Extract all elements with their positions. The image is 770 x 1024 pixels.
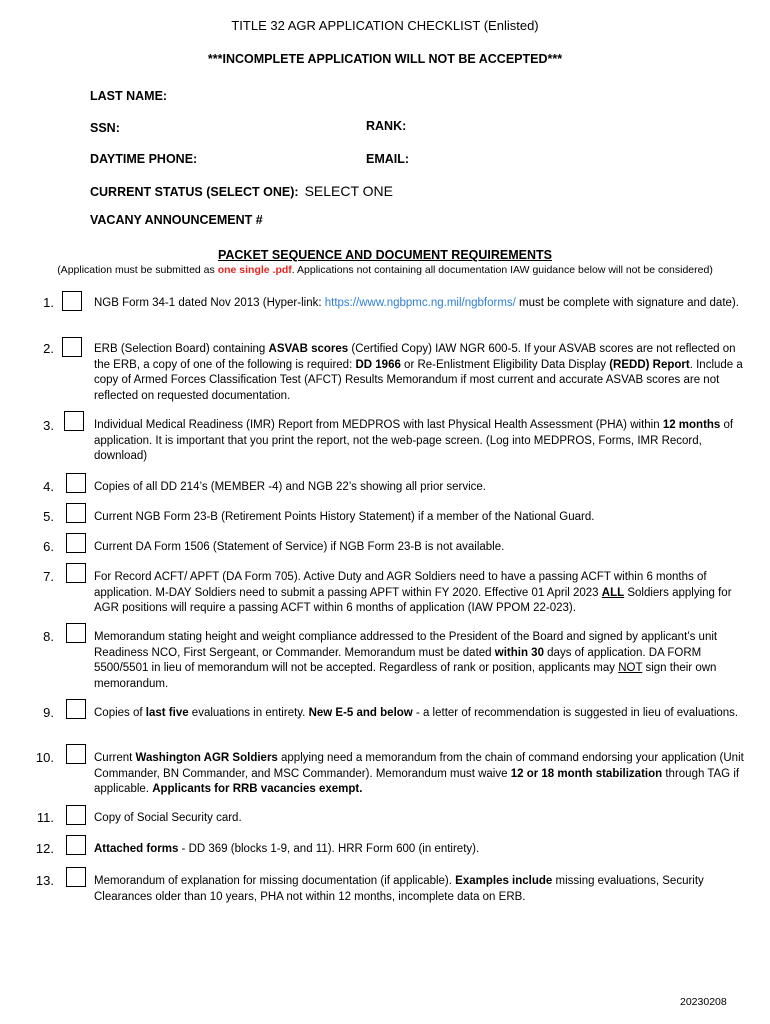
- status-select[interactable]: SELECT ONE: [304, 183, 393, 199]
- item-11-text: Copy of Social Security card.: [94, 812, 242, 824]
- phone-label: DAYTIME PHONE:: [90, 152, 198, 166]
- item-7-text: For Record ACFT/ APFT (DA Form 705). Active Duty and AGR Soldiers need to have a passing ACFT within 6 months of application. M-DAY Soldiers need to submit a passing APFT within FY 2020. Effective 01 April 2023 ALL Soldiers applying for AGR positions will require a passing ACFT within 6 months of application (IAW PPOM 22-023).: [94, 571, 732, 614]
- item-11-checkbox[interactable]: [66, 805, 86, 825]
- ngb-forms-link[interactable]: https://www.ngbpmc.ng.mil/ngbforms/: [324, 297, 516, 309]
- item-8-text: Memorandum stating height and weight compliance addressed to the President of the Board and signed by applicant’s unit Readiness NCO, First Sergeant, or Commander. Memorandum must be dated within 30 days of application. DA FORM 5500/5501 in lieu of memorandum will not be accepted. Regardless of rank or position, applicants may NOT sign their own memorandum.: [94, 631, 718, 690]
- item-12-checkbox[interactable]: [66, 835, 86, 855]
- current-status-label: CURRENT STATUS (SELECT ONE):: [90, 185, 299, 199]
- item-10-text: Current Washington AGR Soldiers applying need a memorandum from the chain of command endorsing your application (Unit Commander, BN Commander, and MSC Commander). Memorandum must waive 12 or 18 month stabilization through TAG if applicable. Applicants for RRB vacancies exempt.: [94, 752, 744, 795]
- item-number: 3.: [43, 418, 54, 433]
- item-number: 10.: [35, 750, 54, 765]
- email-label: EMAIL:: [366, 152, 410, 166]
- item-1-text: NGB Form 34-1 dated Nov 2013 (Hyper-link: https://www.ngbpmc.ng.mil/ngbforms/ must be complete with signature and date).: [94, 297, 739, 309]
- item-7-checkbox[interactable]: [66, 563, 86, 583]
- item-8-checkbox[interactable]: [66, 623, 86, 643]
- item-9-checkbox[interactable]: [66, 699, 86, 719]
- item-number: 7.: [43, 569, 54, 584]
- item-5-checkbox[interactable]: [66, 503, 86, 523]
- item-3-checkbox[interactable]: [64, 411, 84, 431]
- item-number: 5.: [43, 509, 54, 524]
- incomplete-warning: ***INCOMPLETE APPLICATION WILL NOT BE ACCEPTED***: [207, 52, 563, 66]
- item-13-checkbox[interactable]: [66, 867, 86, 887]
- item-13-text: Memorandum of explanation for missing documentation (if applicable). Examples include missing evaluations, Security Clearances older than 10 years, PHA not within 12 months, incomplete data on ERB.: [94, 875, 704, 903]
- item-number: 9.: [43, 705, 54, 720]
- item-4-checkbox[interactable]: [66, 473, 86, 493]
- ssn-label: SSN:: [90, 121, 120, 135]
- item-number: 11.: [36, 810, 54, 825]
- item-4-text: Copies of all DD 214’s (MEMBER -4) and NGB 22’s showing all prior service.: [94, 481, 487, 493]
- item-12-text: Attached forms - DD 369 (blocks 1-9, and 11). HRR Form 600 (in entirety).: [94, 843, 480, 855]
- item-6-checkbox[interactable]: [66, 533, 86, 553]
- item-5-text: Current NGB Form 23-B (Retirement Points History Statement) if a member of the National Guard.: [94, 511, 595, 523]
- item-9-text: Copies of last five evaluations in entirety. New E-5 and below - a letter of recommendation is suggested in lieu of evaluations.: [94, 707, 739, 719]
- last-name-label: LAST NAME:: [90, 89, 168, 103]
- item-2-checkbox[interactable]: [62, 337, 82, 357]
- item-number: 13.: [35, 873, 54, 888]
- document-date-code: 20230208: [680, 996, 727, 1008]
- note-pre: (Application must be submitted as: [57, 264, 218, 276]
- item-3-text: Individual Medical Readiness (IMR) Report from MEDPROS with last Physical Health Assessment (PHA) within 12 months of application. It is important that you print the report, not the web-page screen. (Log into MEDPROS, Forms, IMR Record, download): [94, 419, 734, 462]
- document-title: TITLE 32 AGR APPLICATION CHECKLIST (Enlisted): [231, 18, 539, 33]
- item-number: 1.: [43, 295, 54, 310]
- item-number: 12.: [35, 841, 54, 856]
- section-title: PACKET SEQUENCE AND DOCUMENT REQUIREMENTS: [217, 248, 553, 262]
- item-6-text: Current DA Form 1506 (Statement of Service) if NGB Form 23-B is not available.: [94, 541, 505, 553]
- note-post: . Applications not containing all documentation IAW guidance below will not be considered): [291, 264, 713, 276]
- item-number: 6.: [43, 539, 54, 554]
- vacancy-label: VACANY ANNOUNCEMENT #: [90, 213, 263, 227]
- item-2-text: ERB (Selection Board) containing ASVAB scores (Certified Copy) IAW NGR 600-5. If your ASVAB scores are not reflected on the ERB, a copy of one of the following is required: DD 1966 or Re-Enlistment Eligibility Data Display (REDD) Report. Include a copy of Armed Forces Classification Test (AFCT) Results Memorandum if most current and accurate ASVAB scores are not reflected on requested documentation.: [94, 343, 743, 402]
- item-number: 2.: [43, 341, 54, 356]
- item-number: 8.: [43, 629, 54, 644]
- item-10-checkbox[interactable]: [66, 744, 86, 764]
- item-1-checkbox[interactable]: [62, 291, 82, 311]
- note-highlight: one single .pdf: [217, 264, 292, 276]
- rank-label: RANK:: [366, 119, 407, 133]
- current-status-row: [90, 183, 393, 199]
- submission-note: [0, 264, 770, 276]
- item-number: 4.: [43, 479, 54, 494]
